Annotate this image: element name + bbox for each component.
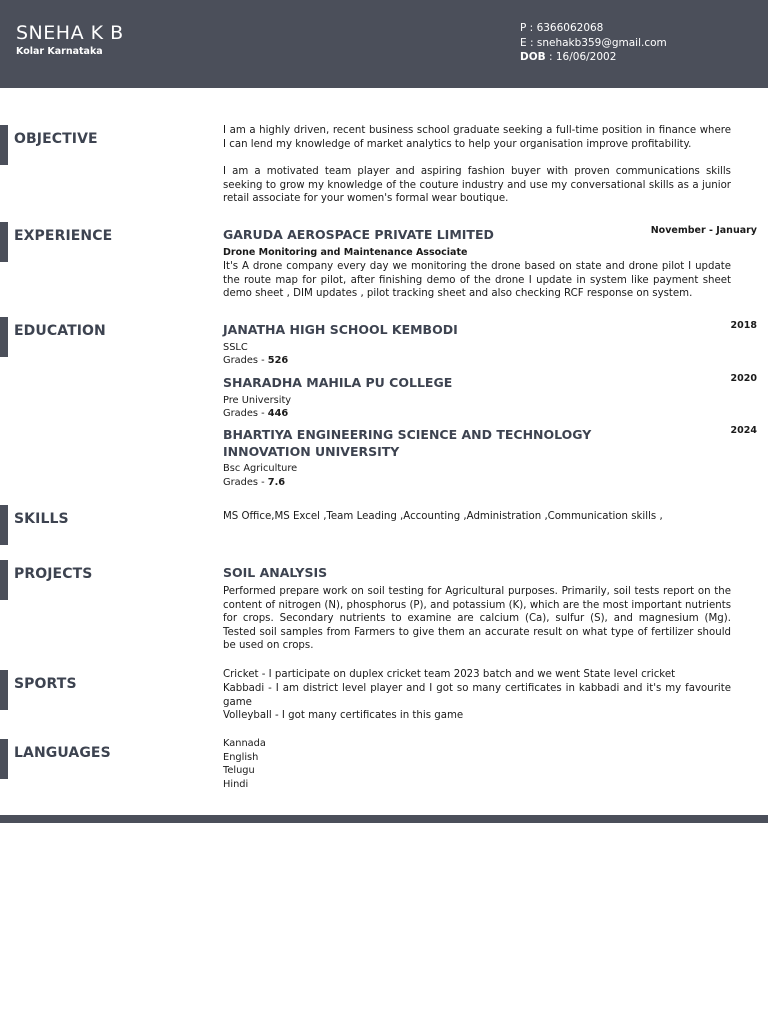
language-item: English [223,751,259,763]
education-grades [223,407,288,421]
candidate-name: SNEHA K B [16,22,124,44]
education-course: Bsc Agriculture [223,463,298,474]
grades-value: 7.6 [267,477,286,488]
education-grades [223,354,288,368]
email-label: E [520,36,527,49]
education-course: SSLC [223,342,248,353]
language-item: Hindi [223,778,249,790]
dob-value: 16/06/2002 [555,51,617,63]
contact-block [520,21,667,65]
experience-description: It's A drone company every day we monitoring the drone based on state and drone pilot I update the route map for pilot, after finishing demo of the drone I update in system like payment sheet demo sheet , DIM updates , pilot tracking sheet and also checking RCF response on system. [223,261,731,299]
experience-role: Drone Monitoring and Maintenance Associate [223,247,468,258]
objective-section-marker [0,125,8,165]
skills-section-marker [0,505,8,545]
education-course: Pre University [223,395,292,406]
grades-label: Grades - [223,355,268,366]
footer-bar [0,815,768,823]
email-line: E : snehakb359@gmail.com [520,36,667,49]
resume-header [0,0,768,88]
education-school-line-1: BHARTIYA ENGINEERING SCIENCE AND TECHNOLOGY [223,427,592,442]
project-name: SOIL ANALYSIS [223,565,328,580]
experience-company: GARUDA AEROSPACE PRIVATE LIMITED [223,227,494,242]
dob-line: DOB : 16/06/2002 [520,51,617,63]
languages-list [223,737,266,791]
grades-value: 526 [267,355,289,366]
projects-heading: PROJECTS [14,566,93,582]
sports-kabbadi: Kabbadi - I am district level player and I got so many certificates in kabbadi and it's my favourite game [223,683,731,708]
language-item: Telugu [223,765,255,776]
phone-value: 6366062068 [536,22,604,34]
sports-cricket: Cricket - I participate on duplex cricket team 2023 batch and we went State level cricket [223,669,676,680]
education-school-line-2: INNOVATION UNIVERSITY [223,444,400,459]
dob-label: DOB [520,51,546,63]
project-description: Performed prepare work on soil testing for Agricultural purposes. Primarily, soil tests report on the content of nitrogen (N), phosphorus (P), and potassium (K), which are the most important nutrients for crops. Secondary nutrients to examine are calcium (Ca), sulfur (S), and magnesium (Mg). Tested soil samples from Farmers to give them an accurate result on what type of fertilizer should be used on crops. [223,586,731,651]
education-year: 2018 [730,320,757,331]
education-school: JANATHA HIGH SCHOOL KEMBODI [223,322,458,337]
sports-volleyball: Volleyball - I got many certificates in this game [223,710,464,721]
projects-section-marker [0,560,8,600]
objective-paragraph-2: I am a motivated team player and aspiring fashion buyer with proven communications skills seeking to grow my knowledge of the couture industry and use my conversational skills as a junior retail associate for your women's formal wear boutique. [223,166,731,204]
skills-heading: SKILLS [14,511,69,527]
grades-label: Grades - [223,477,268,488]
sports-heading: SPORTS [14,676,77,692]
education-year: 2024 [730,425,757,436]
sports-section-marker [0,670,8,710]
education-school [223,426,591,460]
experience-heading: EXPERIENCE [14,228,113,244]
phone-line: P : 6366062068 [520,22,604,34]
education-year: 2020 [730,373,757,384]
languages-section-marker [0,739,8,779]
languages-heading: LANGUAGES [14,745,111,761]
education-heading: EDUCATION [14,323,106,339]
grades-label: Grades - [223,408,268,419]
language-item: Kannada [223,738,266,749]
phone-label: P [520,22,527,34]
objective-heading: OBJECTIVE [14,131,98,147]
experience-dates: November - January [650,225,757,236]
skills-list: MS Office,MS Excel ,Team Leading ,Accounting ,Administration ,Communication skills , [223,511,663,522]
education-school: SHARADHA MAHILA PU COLLEGE [223,375,453,390]
email-value: snehakb359@gmail.com [536,36,667,49]
experience-section-marker [0,222,8,262]
education-grades [223,476,285,490]
education-section-marker [0,317,8,357]
grades-value: 446 [267,408,289,419]
objective-paragraph-1: I am a highly driven, recent business school graduate seeking a full-time position in finance where I can lend my knowledge of market analytics to help your organisation improve profitability. [223,125,731,150]
candidate-location: Kolar Karnataka [16,46,103,57]
